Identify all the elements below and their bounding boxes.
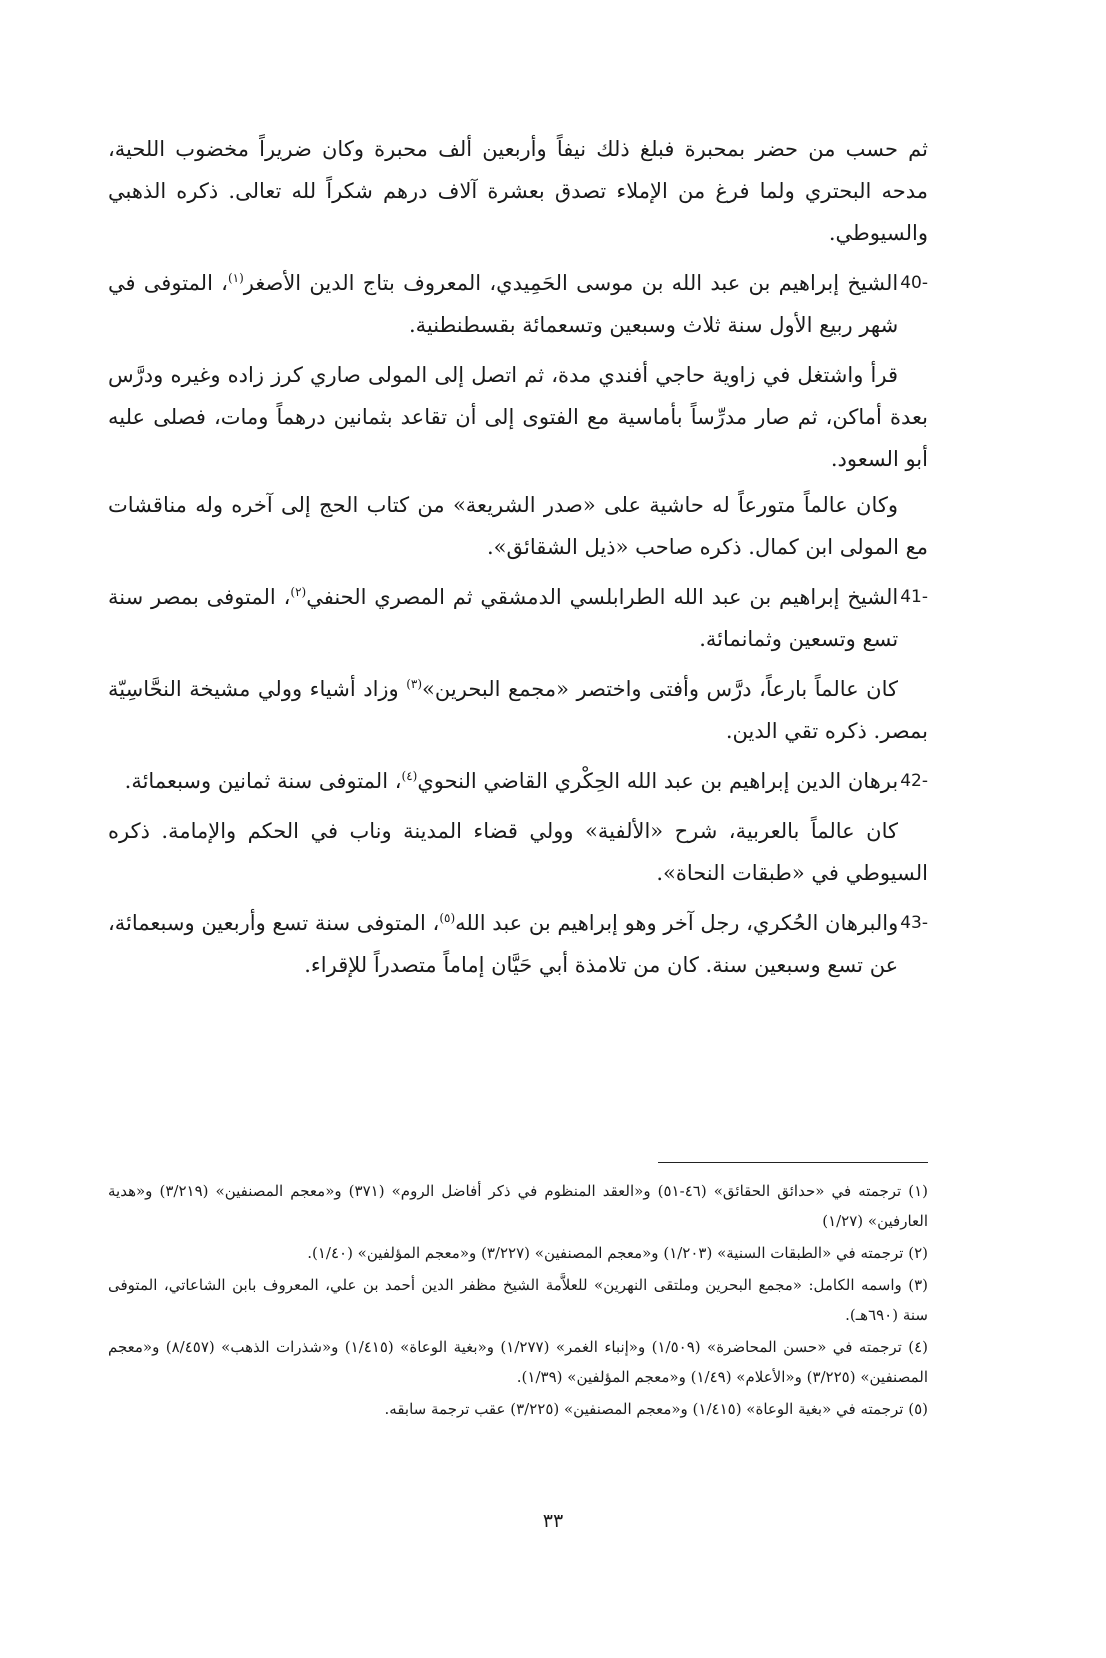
footnote-ref[interactable]: (٣) (406, 677, 423, 691)
entry-heading-part: ، المتوفى بمصر سنة تسع وتسعين وثمانمائة. (108, 585, 899, 651)
entry-heading-part: ، المتوفى في شهر ربيع الأول سنة ثلاث وسبعين وتسعمائة بقسطنطنية. (108, 271, 899, 337)
footnote-ref[interactable]: (١) (227, 271, 244, 285)
entry-40-body-1: قرأ واشتغل في زاوية حاجي أفندي مدة، ثم اتصل إلى المولى صاري كرز زاده وغيره ودرَّس بعدة أماكن، ثم صار مدرِّساً بأماسية مع الفتوى إلى أن تقاعد بثمانين درهماً ومات، فصلى عليه أبو السعود. (108, 363, 928, 471)
page-number: ٣٣ (542, 1510, 564, 1532)
footnote-ref[interactable]: (٤) (401, 769, 418, 783)
entry-heading-part: الشيخ إبراهيم بن عبد الله الطرابلسي الدمشقي ثم المصري الحنفي (306, 585, 899, 609)
entry-heading-text (108, 760, 898, 802)
entry-heading-text (108, 576, 898, 660)
footnote-2: (٢) ترجمته في «الطبقات السنية» (١/٢٠٣) و«معجم المصنفين» (٣/٢٢٧) و«معجم المؤلفين» (١/٤٠). (307, 1244, 928, 1262)
entry-43-heading (108, 902, 928, 986)
footnote-ref[interactable]: (٥) (439, 911, 456, 925)
entry-heading-part: الشيخ إبراهيم بن عبد الله بن موسى الحَمِيدي، المعروف بتاج الدين الأصغر (243, 271, 899, 295)
entry-heading-part: ، المتوفى سنة تسع وأربعين وسبعمائة، عن تسع وسبعين سنة. كان من تلامذة أبي حَيَّان إماماً متصدراً للإقراء. (108, 911, 899, 977)
entry-heading-text (108, 262, 898, 346)
entry-heading-part: برهان الدين إبراهيم بن عبد الله الحِكْري القاضي النحوي (417, 769, 899, 793)
entry-heading-part: ، المتوفى سنة ثمانين وسبعمائة. (124, 769, 402, 793)
entry-heading-text (108, 902, 898, 986)
footnote-5: (٥) ترجمته في «بغية الوعاة» (١/٤١٥) و«معجم المصنفين» (٣/٢٢٥) عقب ترجمة سابقه. (384, 1400, 928, 1418)
footnote-4: (٤) ترجمته في «حسن المحاضرة» (١/٥٠٩) و«إنباء الغمر» (١/٢٧٧) و«بغية الوعاة» (١/٤١٥) و«شذرات الذهب» (٨/٤٥٧) و«معجم المصنفين» (٣/٢٢٥) و«الأعلام» (١/٤٩) و«معجم المؤلفين» (١/٣٩). (108, 1338, 928, 1386)
intro-paragraph: ثم حسب من حضر بمحبرة فبلغ ذلك نيفاً وأربعين ألف محبرة وكان ضريراً مخضوب اللحية، مدحه البحتري ولما فرغ من الإملاء تصدق بعشرة آلاف درهم شكراً لله تعالى. ذكره الذهبي والسيوطي. (108, 137, 928, 245)
entry-40-heading (108, 262, 928, 346)
entry-41-body (108, 668, 928, 752)
footnote-3: (٣) واسمه الكامل: «مجمع البحرين وملتقى النهرين» للعلاَّمة الشيخ مظفر الدين أحمد بن علي، المعروف بابن الشاعاتي، المتوفى سنة (٦٩٠هـ). (108, 1276, 928, 1324)
entry-number: 40- (900, 273, 928, 293)
entry-heading-part: والبرهان الحُكري، رجل آخر وهو إبراهيم بن عبد الله (455, 911, 899, 935)
entry-body-part: كان عالماً بارعاً، درَّس وأفتى واختصر «مجمع البحرين» (422, 677, 898, 701)
entry-40-body-2: وكان عالماً متورعاً له حاشية على «صدر الشريعة» من كتاب الحج إلى آخره وله مناقشات مع المولى ابن كمال. ذكره صاحب «ذيل الشقائق». (108, 493, 928, 559)
entry-number: 42- (900, 771, 928, 791)
footnote-1: (١) ترجمته في «حدائق الحقائق» (٤٦-٥١) و«العقد المنظوم في ذكر أفاضل الروم» (٣٧١) و«معجم المصنفين» (٣/٢١٩) و«هدية العارفين» (١/٢٧) (108, 1182, 929, 1230)
entry-41-heading (108, 576, 928, 660)
footnote-ref[interactable]: (٢) (290, 585, 307, 599)
entry-number: 41- (900, 587, 928, 607)
entry-42-body: كان عالماً بالعربية، شرح «الألفية» وولي قضاء المدينة وناب في الحكم والإمامة. ذكره السيوطي في «طبقات النحاة». (108, 819, 928, 885)
main-text (108, 128, 928, 994)
footnote-divider (658, 1162, 928, 1163)
entry-42-heading (108, 760, 928, 802)
entry-number: 43- (900, 913, 928, 933)
entry-body-part: وزاد أشياء وولي مشيخة النحَّاسِيّة بمصر. ذكره تقي الدين. (108, 677, 928, 743)
footnotes (108, 1176, 928, 1426)
